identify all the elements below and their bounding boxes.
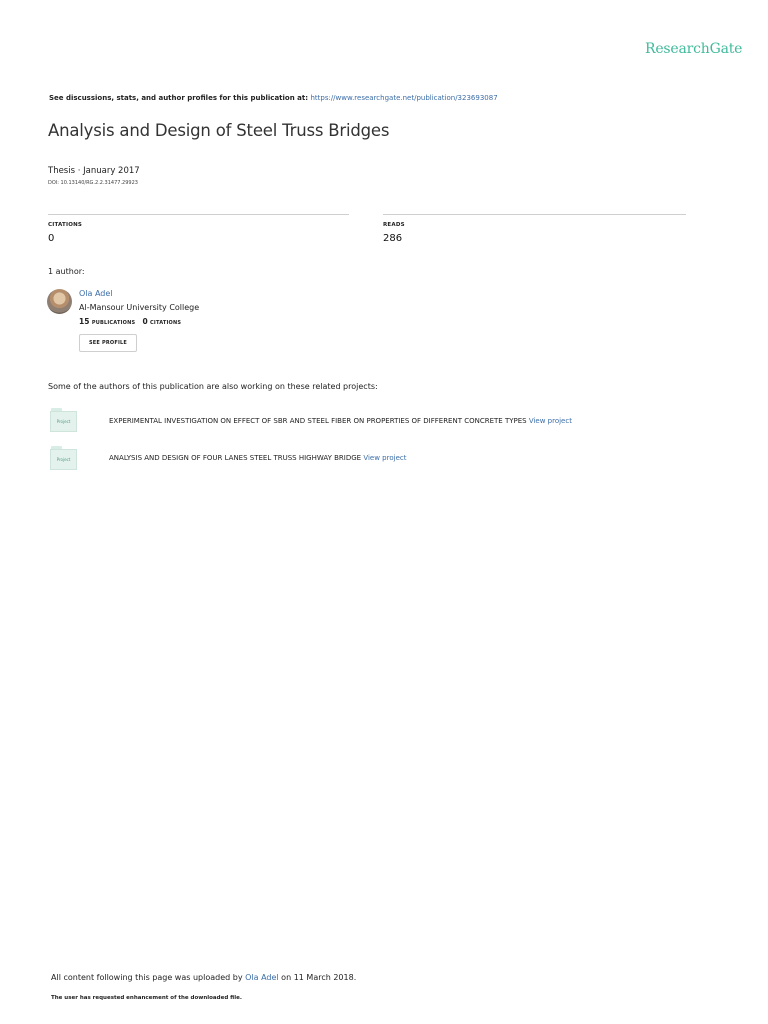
uploader-link[interactable]: Ola Adel — [245, 973, 279, 982]
upload-note-suffix: on 11 March 2018. — [278, 973, 357, 982]
author-stats — [79, 317, 181, 326]
see-profile-button[interactable]: SEE PROFILE — [79, 334, 137, 352]
reads-value: 286 — [383, 233, 403, 244]
project-folder-label: Project — [50, 449, 77, 470]
publication-title: Analysis and Design of Steel Truss Bridges — [48, 121, 390, 140]
view-project-link[interactable]: View project — [528, 417, 572, 425]
citations-divider — [48, 214, 349, 215]
view-project-link[interactable]: View project — [363, 454, 407, 462]
see-discussions-text: See discussions, stats, and author profiles for this publication at: — [49, 94, 311, 102]
related-project-item — [109, 417, 572, 425]
author-citations-count: 0 — [142, 317, 148, 326]
project-folder-icon — [50, 446, 78, 471]
reads-divider — [383, 214, 686, 215]
authors-heading: 1 author: — [48, 267, 85, 276]
related-project-title: ANALYSIS AND DESIGN OF FOUR LANES STEEL TRUSS HIGHWAY BRIDGE — [109, 454, 362, 462]
upload-note — [51, 973, 356, 982]
project-folder-label: Project — [50, 411, 77, 432]
author-name-link[interactable]: Ola Adel — [79, 289, 113, 298]
project-folder-icon — [50, 408, 78, 433]
related-projects-heading: Some of the authors of this publication are also working on these related projects: — [48, 382, 378, 391]
publication-url-link[interactable]: https://www.researchgate.net/publication/323693087 — [310, 94, 498, 102]
author-publications-count: 15 — [79, 317, 90, 326]
author-institution: Al-Mansour University College — [79, 303, 200, 312]
upload-note-prefix: All content following this page was uploaded by — [51, 973, 246, 982]
reads-label: READS — [383, 222, 405, 228]
related-project-item — [109, 454, 406, 462]
related-project-title: EXPERIMENTAL INVESTIGATION ON EFFECT OF SBR AND STEEL FIBER ON PROPERTIES OF DIFFERENT CONCRETE TYPES — [109, 417, 527, 425]
author-avatar[interactable] — [47, 289, 72, 314]
publication-meta: Thesis · January 2017 — [48, 166, 140, 176]
author-citations-label: CITATIONS — [150, 320, 182, 326]
see-discussions-line — [49, 94, 498, 102]
publication-doi: DOI: 10.13140/RG.2.2.31477.29923 — [48, 180, 138, 186]
citations-value: 0 — [48, 233, 55, 244]
author-publications-label: PUBLICATIONS — [91, 320, 136, 326]
enhancement-note: The user has requested enhancement of the downloaded file. — [51, 995, 242, 1001]
citations-label: CITATIONS — [48, 222, 83, 228]
researchgate-logo[interactable]: ResearchGate — [645, 41, 743, 57]
